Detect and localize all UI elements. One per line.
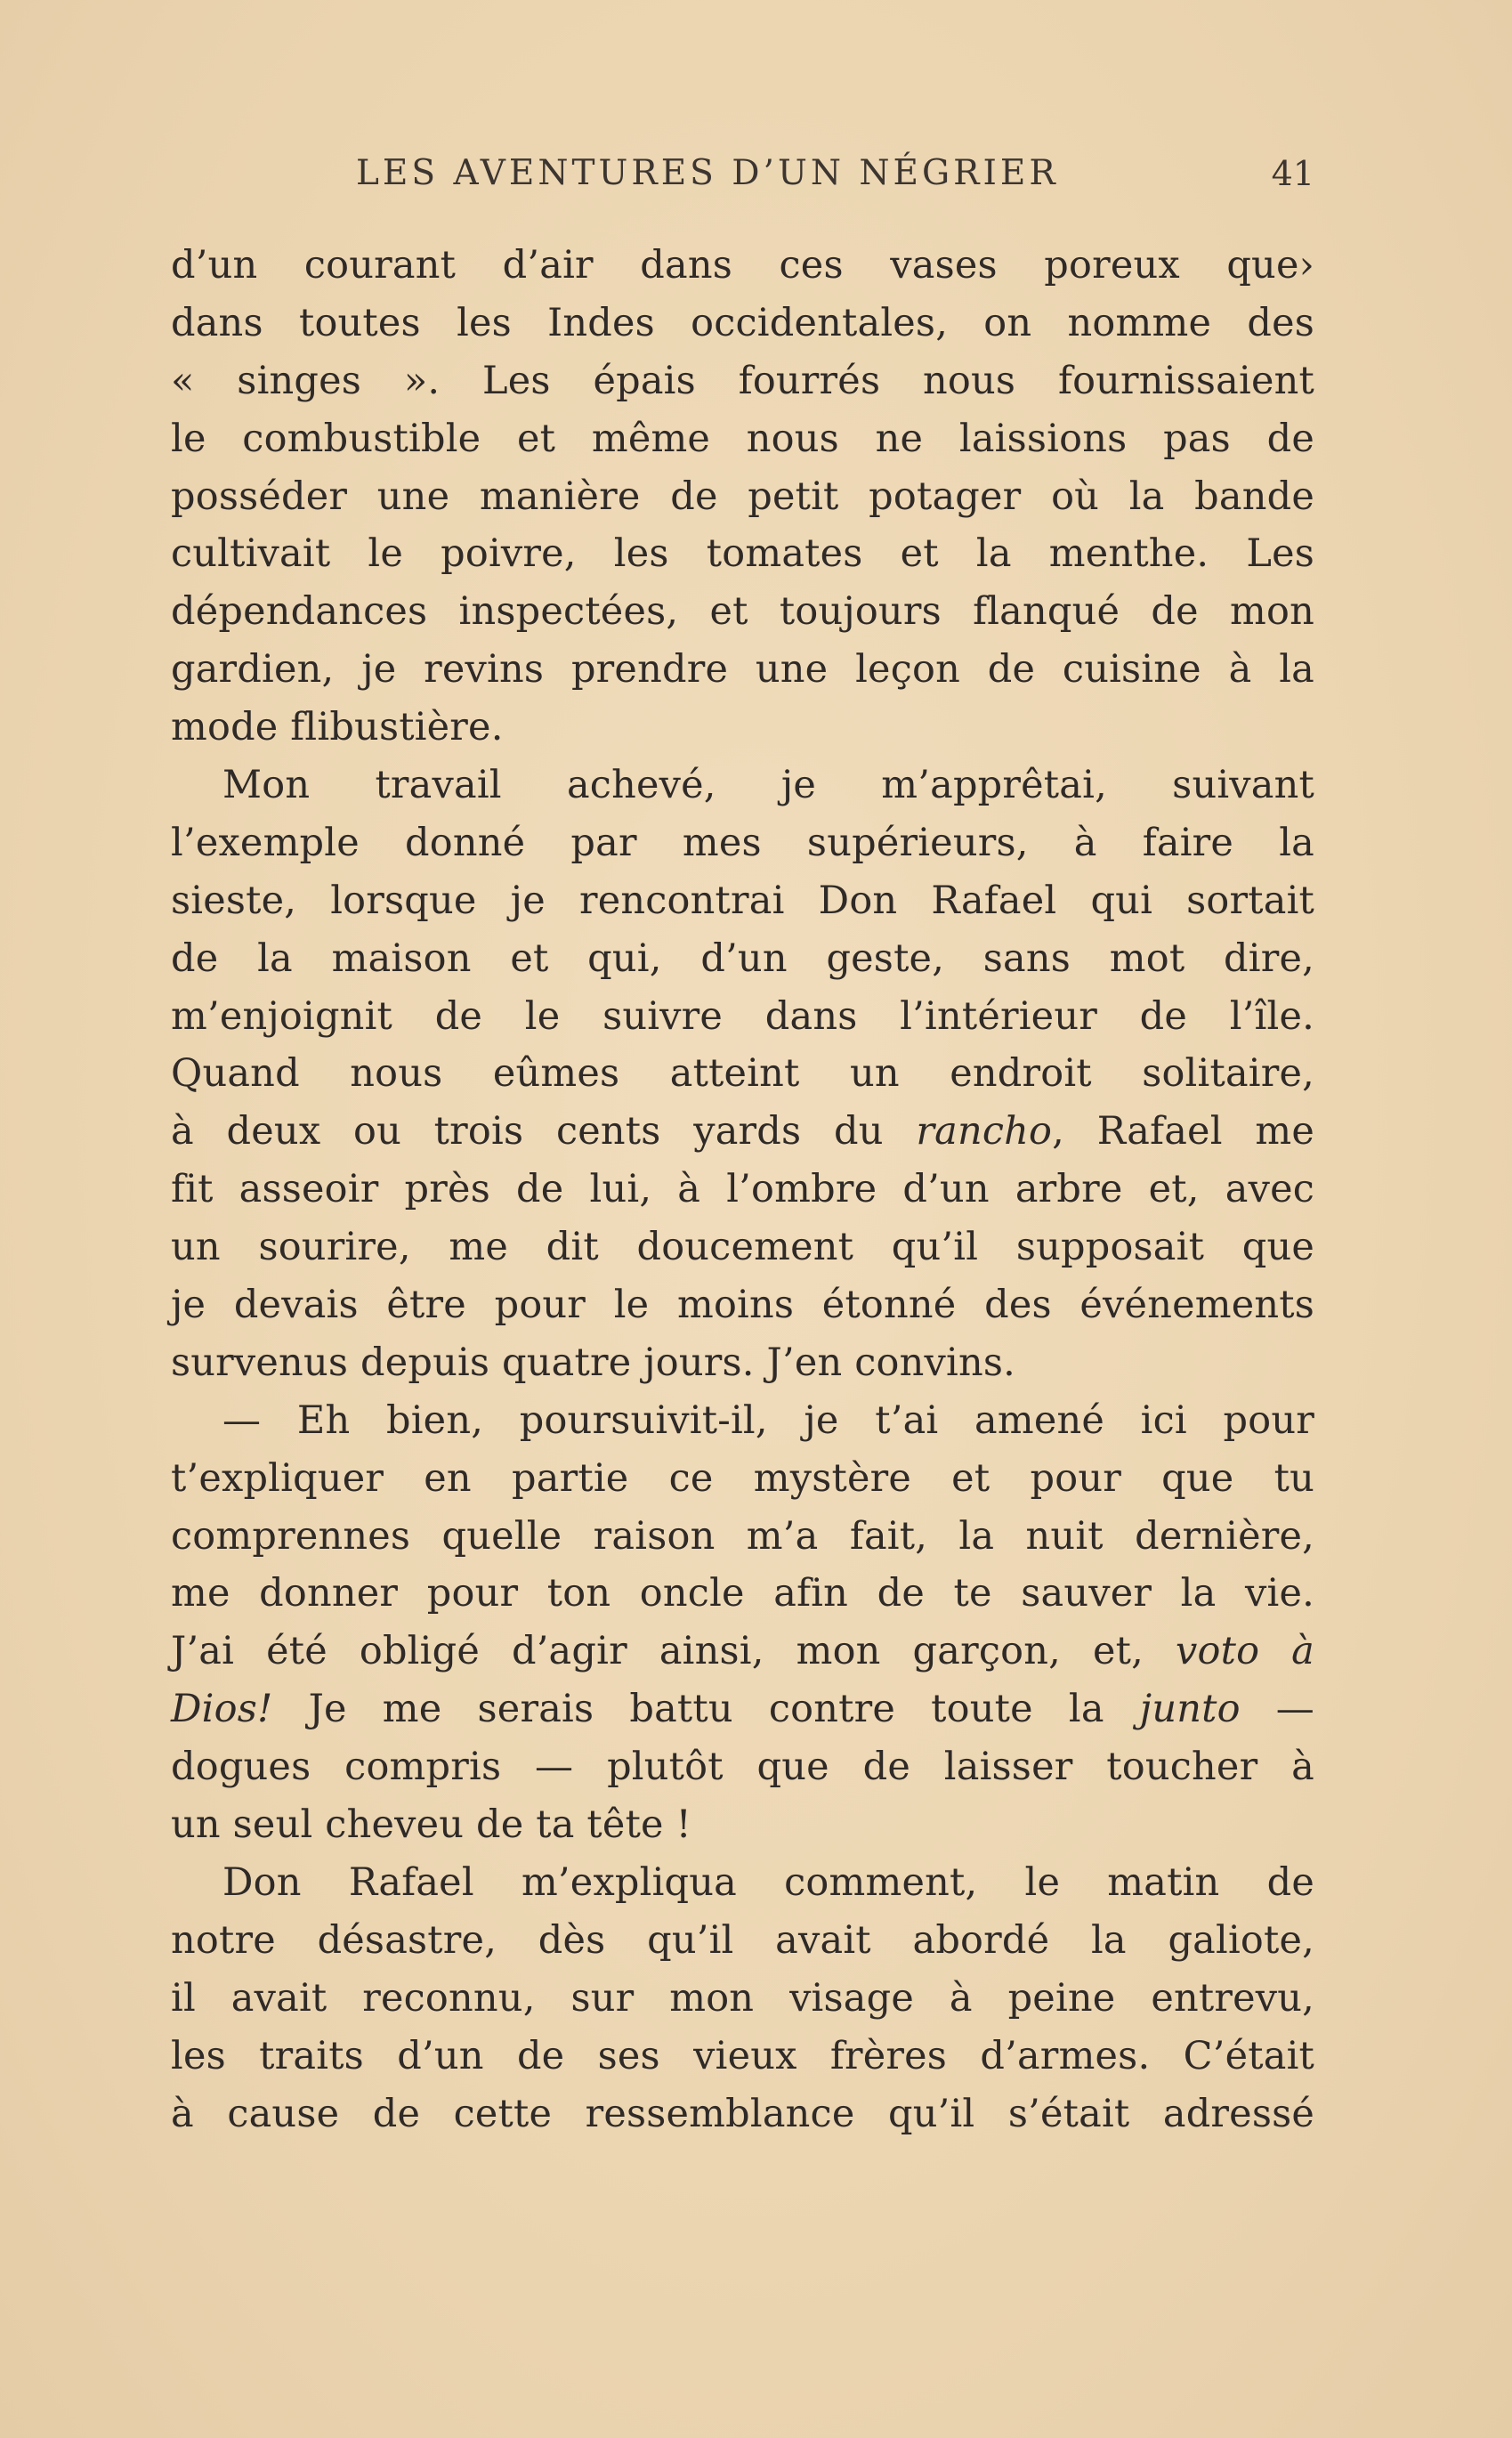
- text-line: dogues compris — plutôt que de laisser toucher à: [171, 1745, 1314, 1790]
- text-run: —: [1240, 1687, 1314, 1732]
- text-line: m’enjoignit de le suivre dans l’intérieur de l’île.: [171, 993, 1314, 1039]
- text-run: , Rafael me: [1052, 1109, 1314, 1154]
- text-line: — Eh bien, poursuivit-il, je t’ai amené ici pour: [222, 1397, 1314, 1443]
- text-line: « singes ». Les épais fourrés nous fournissaient: [171, 358, 1314, 403]
- text-line: cultivait le poivre, les tomates et la menthe. Les: [171, 531, 1314, 577]
- running-title: LES AVENTURES D’UN NÉGRIER: [356, 153, 1059, 193]
- text-line: fit asseoir près de lui, à l’ombre d’un arbre et, avec: [171, 1167, 1314, 1212]
- text-run: Je me serais battu contre toute la: [272, 1687, 1140, 1732]
- text-line: survenus depuis quatre jours. J’en convins.: [171, 1340, 1015, 1385]
- text-line-mixed: [171, 1623, 1314, 1681]
- text-line: mode flibustière.: [171, 705, 504, 750]
- body-text: [171, 237, 1314, 2142]
- text-line: notre désastre, dès qu’il avait abordé la galiote,: [171, 1917, 1314, 1963]
- text-line: un seul cheveu de ta tête !: [171, 1802, 692, 1848]
- text-line: les traits d’un de ses vieux frères d’armes. C’était: [171, 2033, 1314, 2078]
- text-line: à cause de cette ressemblance qu’il s’était adressé: [171, 2091, 1314, 2136]
- page-number: 41: [1271, 154, 1314, 193]
- text-line: Mon travail achevé, je m’apprêtai, suivant: [222, 763, 1314, 808]
- italic-run: junto: [1139, 1687, 1241, 1732]
- text-line: l’exemple donné par mes supérieurs, à faire la: [171, 820, 1314, 865]
- text-line: un sourire, me dit doucement qu’il supposait que: [171, 1225, 1314, 1270]
- running-head: [171, 150, 1314, 198]
- text-line: posséder une manière de petit potager où la bande: [171, 474, 1314, 519]
- text-line: d’un courant d’air dans ces vases poreux que›: [171, 243, 1314, 288]
- text-line: gardien, je revins prendre une leçon de cuisine à la: [171, 647, 1314, 693]
- italic-run: Dios!: [171, 1687, 273, 1732]
- italic-run: rancho: [916, 1109, 1053, 1154]
- text-line: t’expliquer en partie ce mystère et pour que tu: [171, 1455, 1314, 1501]
- text-run: J’ai été obligé d’agir ainsi, mon garçon, et,: [171, 1629, 1176, 1674]
- text-line-mixed: [171, 1103, 1314, 1161]
- text-line: comprennes quelle raison m’a fait, la nuit dernière,: [171, 1513, 1314, 1559]
- text-line: de la maison et qui, d’un geste, sans mot dire,: [171, 936, 1314, 981]
- text-line: dans toutes les Indes occidentales, on nomme des: [171, 300, 1314, 345]
- text-line: dépendances inspectées, et toujours flanqué de mon: [171, 589, 1314, 635]
- text-line: Quand nous eûmes atteint un endroit solitaire,: [171, 1051, 1314, 1097]
- text-line: Don Rafael m’expliqua comment, le matin de: [222, 1859, 1314, 1905]
- italic-run: voto à: [1176, 1629, 1315, 1674]
- text-line: le combustible et même nous ne laissions pas de: [171, 416, 1314, 461]
- text-run: à deux ou trois cents yards du: [171, 1109, 917, 1154]
- text-line: sieste, lorsque je rencontrai Don Rafael qui sortait: [171, 878, 1314, 923]
- text-line: me donner pour ton oncle afin de te sauver la vie.: [171, 1571, 1314, 1616]
- text-line: il avait reconnu, sur mon visage à peine entrevu,: [171, 1975, 1314, 2021]
- text-line-mixed: [171, 1681, 1314, 1738]
- text-line: je devais être pour le moins étonné des événements: [171, 1283, 1314, 1328]
